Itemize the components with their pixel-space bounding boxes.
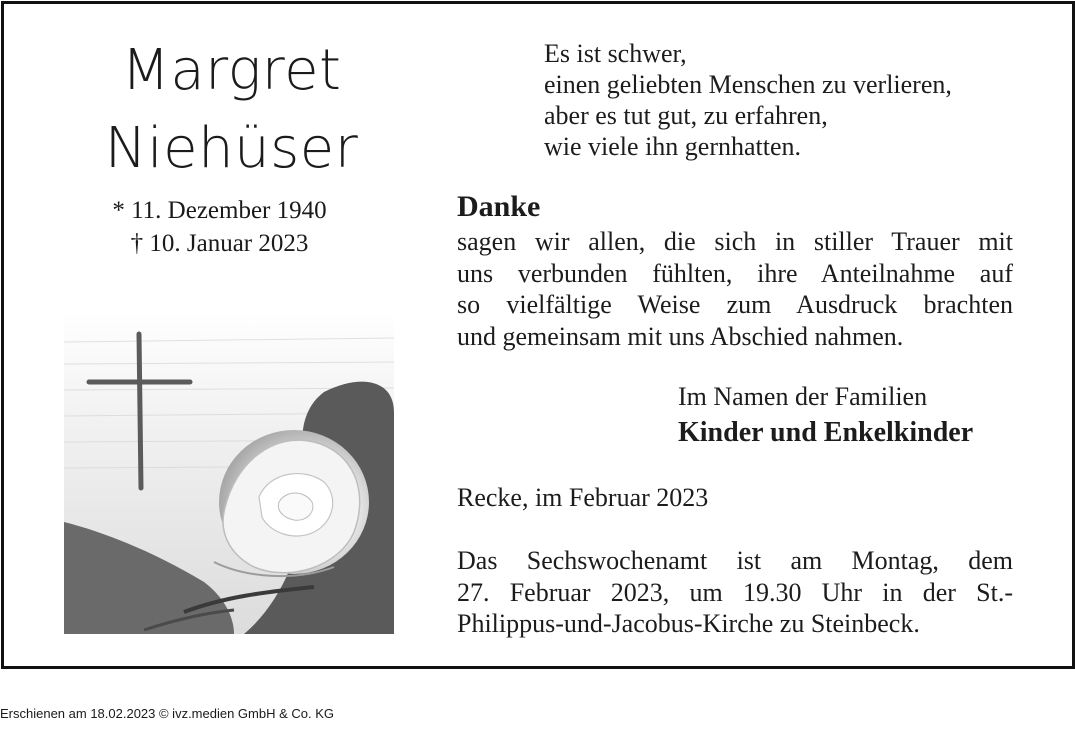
quote-line: Es ist schwer,: [544, 39, 687, 68]
thanks-line: und gemeinsam mit uns Abschied nahmen.: [457, 321, 904, 351]
mass-line: Philippus-und-Jacobus-Kirche zu Steinbeck.: [457, 609, 920, 638]
cross-and-rose-photo: [64, 312, 394, 634]
publication-footer: Erschienen am 18.02.2023 © ivz.medien GmbH & Co. KG: [0, 706, 335, 721]
place-and-date: Recke, im Februar 2023: [457, 483, 709, 512]
thanks-heading: Danke: [457, 190, 541, 223]
thanks-line: so vielfältige Weise zum Ausdruck brachten: [457, 290, 1013, 319]
mass-line: 27. Februar 2023, um 19.30 Uhr in der St.-: [457, 577, 1013, 607]
quote-verse: [544, 38, 952, 162]
birth-date: * 11. Dezember 1940: [112, 197, 327, 224]
signature-intro: Im Namen der Familien: [678, 382, 928, 411]
memorial-mass-notice: [457, 545, 1013, 640]
quote-line: einen geliebten Menschen zu verlieren,: [544, 70, 952, 99]
quote-line: wie viele ihn gernhatten.: [544, 132, 802, 161]
mass-line: Das Sechswochenamt ist am Montag, dem: [457, 546, 1013, 575]
thanks-line: uns verbunden fühlten, ihre Anteilnahme auf: [457, 258, 1013, 288]
quote-line: aber es tut gut, zu erfahren,: [544, 101, 828, 130]
obituary-card: [1, 1, 1075, 669]
deceased-first-name: Margret: [121, 38, 342, 103]
cross-and-rose-icon: [64, 312, 394, 634]
thanks-paragraph: [457, 226, 1013, 352]
signature-names: Kinder und Enkelkinder: [678, 417, 974, 448]
life-dates: [64, 194, 399, 260]
deceased-last-name: Niehüser: [104, 116, 359, 181]
death-date: † 10. Januar 2023: [130, 230, 309, 257]
thanks-line: sagen wir allen, die sich in stiller Trauer mit: [457, 227, 1013, 256]
